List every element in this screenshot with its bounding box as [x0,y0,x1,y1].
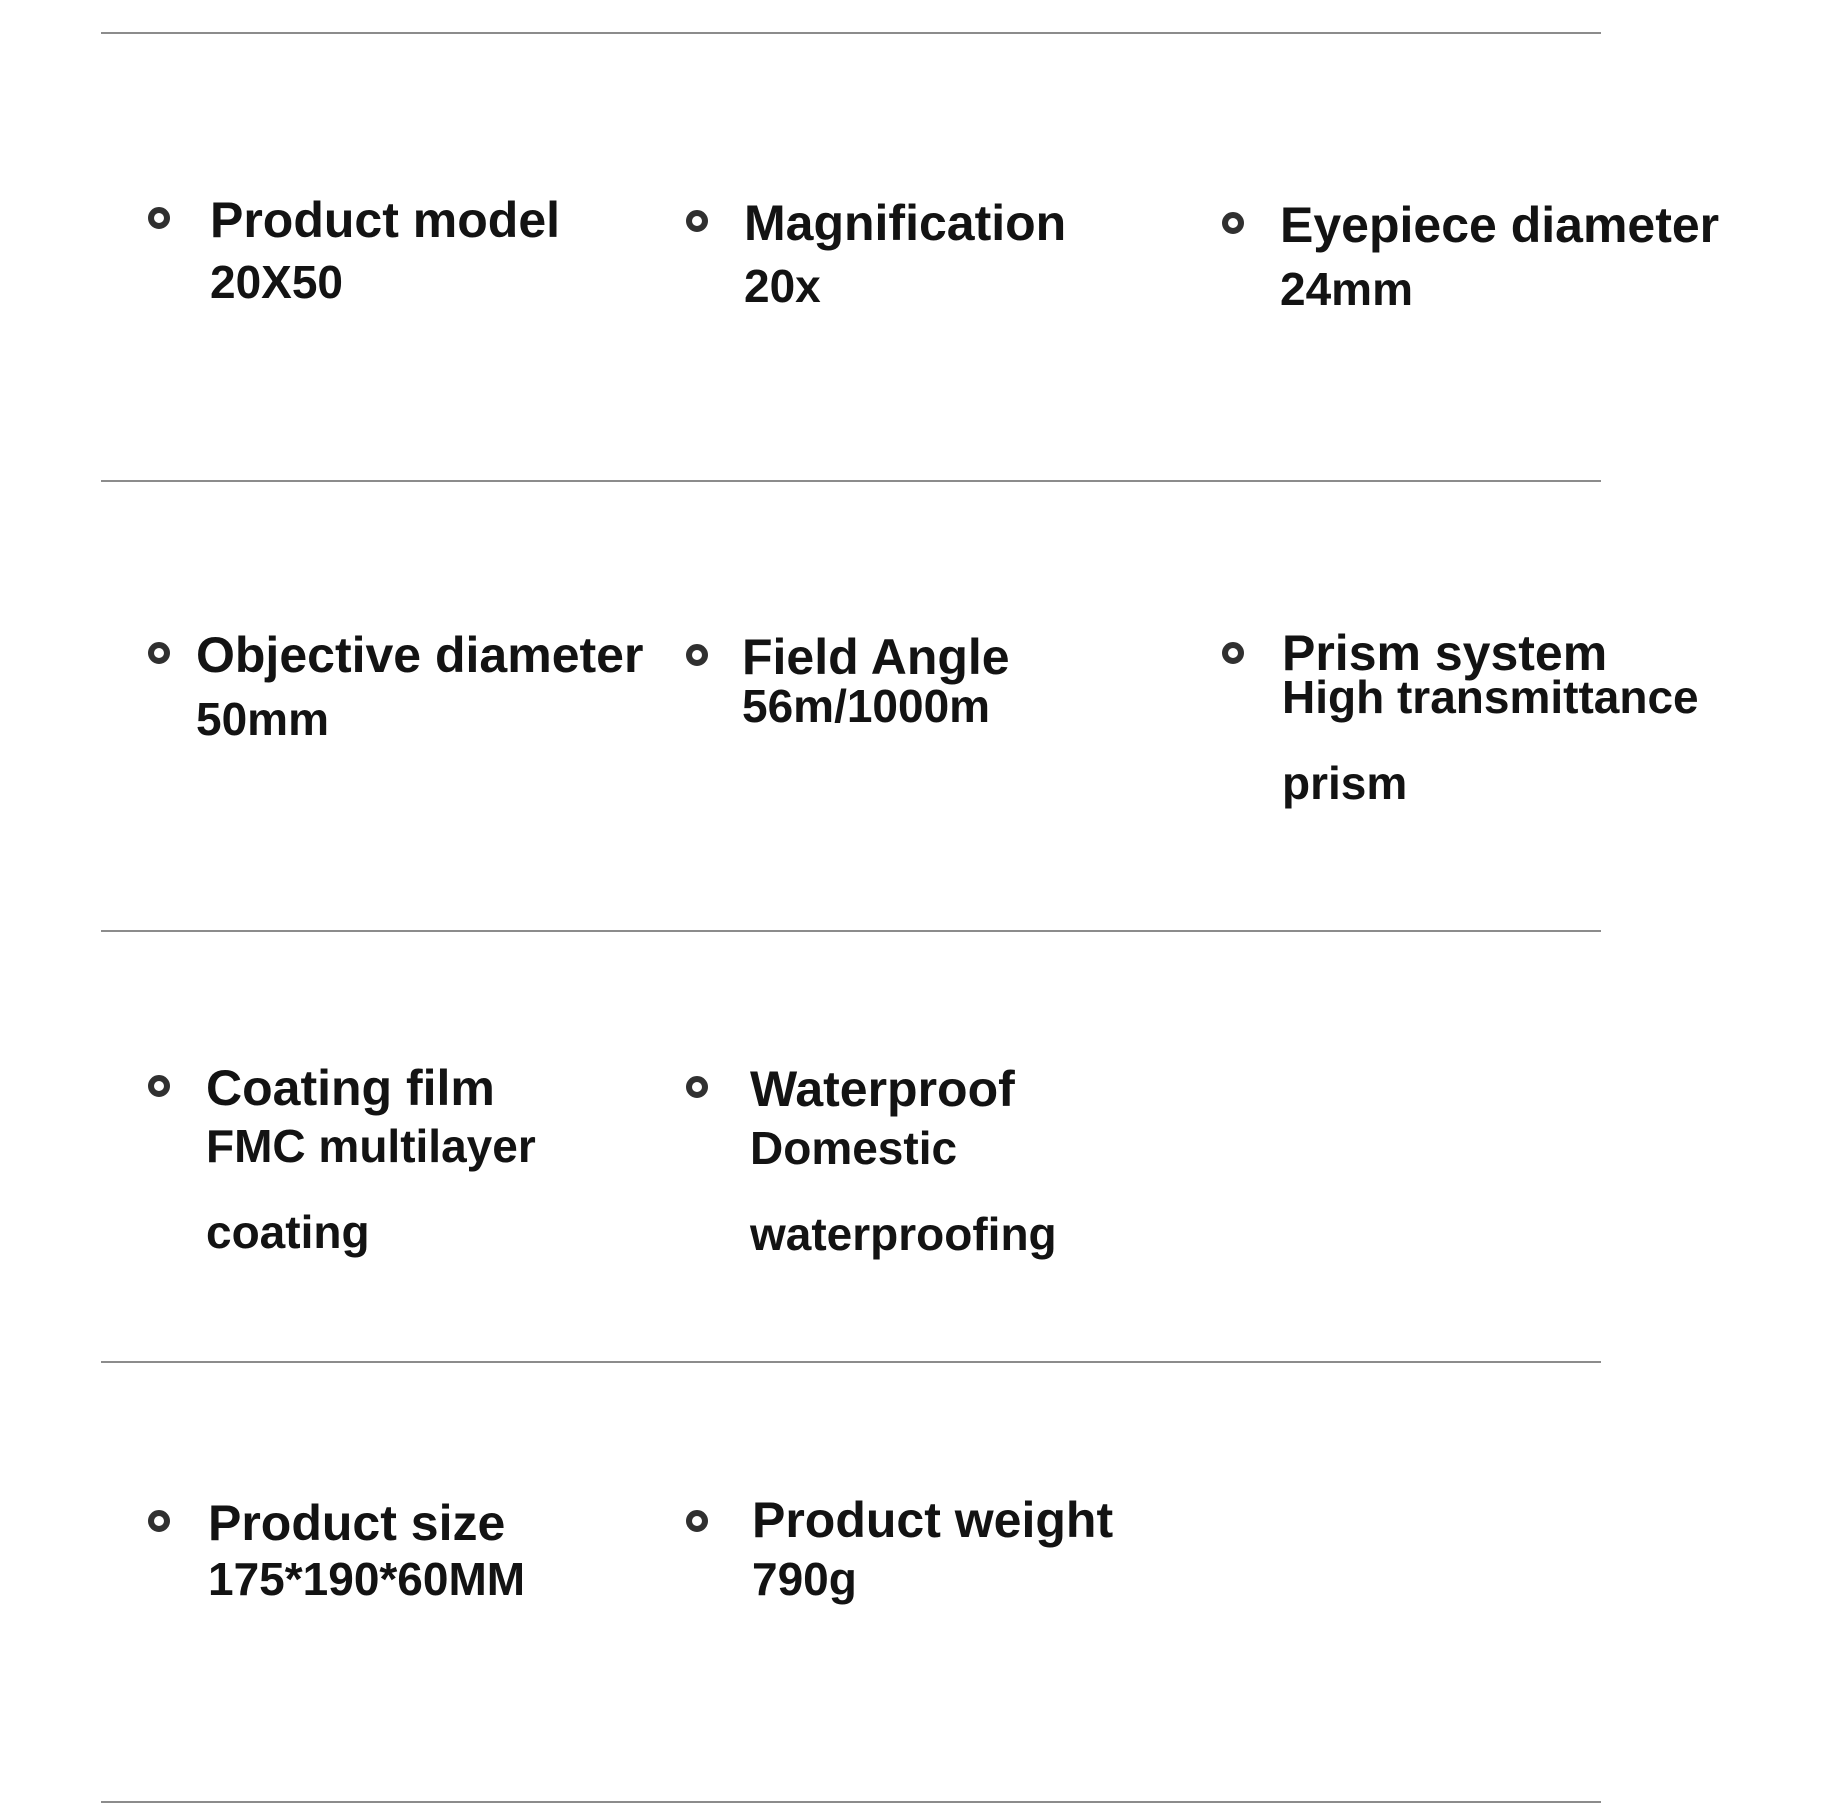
spec-label: Objective diameter [196,627,644,683]
spec-label: Product weight [752,1492,1114,1548]
spec-value: 56m/1000m [742,680,991,732]
divider-bottom [101,1801,1601,1803]
ring-bullet-icon [686,1510,708,1532]
spec-label: Coating film [206,1060,495,1116]
ring-bullet-icon [686,210,708,232]
spec-value: FMC multilayer coating [206,1120,536,1258]
spec-value: Domestic waterproofing [750,1122,1057,1260]
spec-value: 790g [752,1553,857,1605]
ring-bullet-icon [1222,212,1244,234]
spec-label: Product model [210,192,561,248]
spec-value: High transmittance prism [1282,671,1699,809]
spec-value: 24mm [1280,263,1413,315]
divider-row-2 [101,930,1601,932]
ring-bullet-icon [148,207,170,229]
spec-label: Prism system [1282,625,1608,681]
spec-label: Field Angle [742,629,1010,685]
ring-bullet-icon [148,1075,170,1097]
spec-value: 20X50 [210,256,344,308]
ring-bullet-icon [148,642,170,664]
ring-bullet-icon [148,1510,170,1532]
spec-value: 50mm [196,693,329,745]
spec-value: 20x [744,260,821,312]
spec-label: Eyepiece diameter [1280,197,1720,253]
spec-value: 175*190*60MM [208,1553,526,1605]
ring-bullet-icon [686,644,708,666]
ring-bullet-icon [686,1076,708,1098]
spec-label: Magnification [744,195,1067,251]
divider-top [101,32,1601,34]
spec-label: Waterproof [750,1061,1015,1117]
spec-label: Product size [208,1495,506,1551]
divider-row-3 [101,1361,1601,1363]
ring-bullet-icon [1222,642,1244,664]
divider-row-1 [101,480,1601,482]
